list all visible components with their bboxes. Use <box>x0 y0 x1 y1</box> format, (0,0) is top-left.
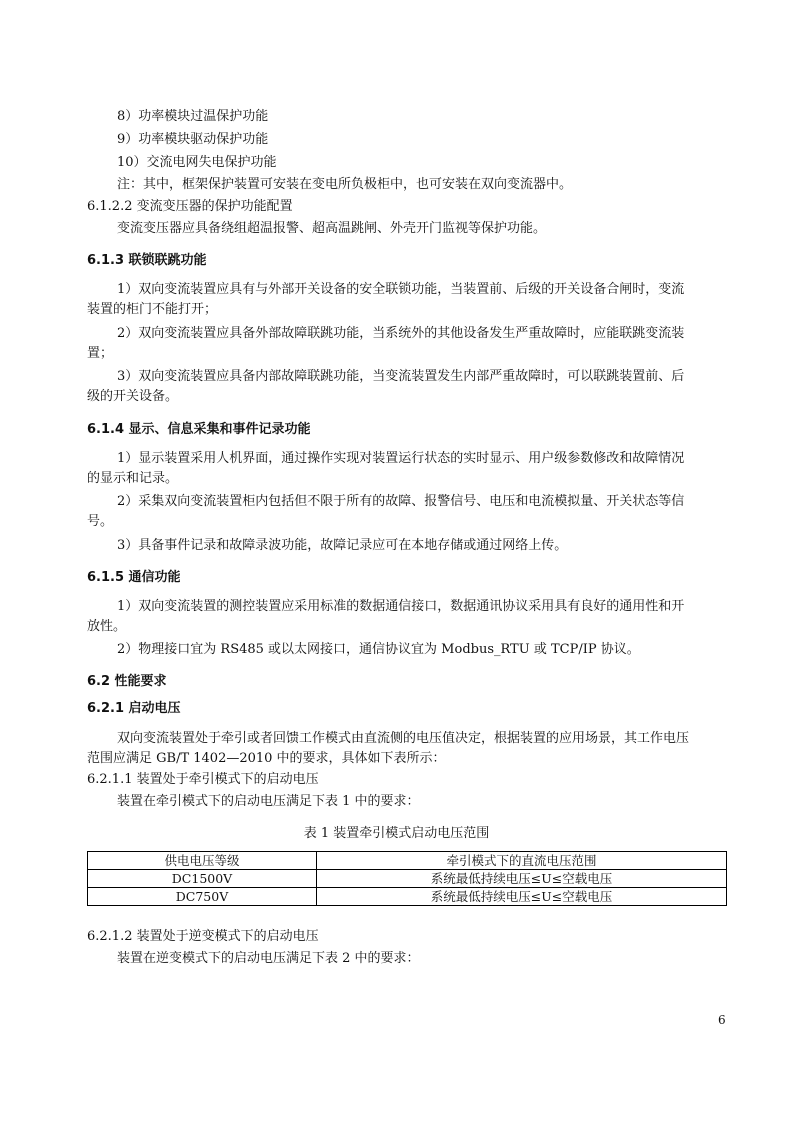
paragraph: 装置的柜门不能打开； <box>87 302 218 317</box>
paragraph: 装置在逆变模式下的启动电压满足下表 2 中的要求： <box>117 951 420 966</box>
paragraph: 置； <box>87 346 114 361</box>
section-heading-6-1-4: 6.1.4 显示、信息采集和事件记录功能 <box>87 422 311 437</box>
table-cell: 系统最低持续电压≤U≤空载电压 <box>317 888 727 906</box>
paragraph: 级的开关设备。 <box>87 389 179 404</box>
note: 注：其中，框架保护装置可安装在变电所负极柜中，也可安装在双向变流器中。 <box>117 177 573 192</box>
paragraph: 1）双向变流装置的测控装置应采用标准的数据通信接口，数据通讯协议采用具有良好的通用性和开 <box>117 599 685 614</box>
table-header-cell: 牵引模式下的直流电压范围 <box>317 852 727 870</box>
section-heading-6-1-5: 6.1.5 通信功能 <box>87 570 181 585</box>
paragraph: 3）双向变流装置应具备内部故障联跳功能，当变流装置发生内部严重故障时，可以联跳装置前、后 <box>117 369 685 384</box>
table-cell: DC750V <box>88 888 317 906</box>
section-heading-6-2-1-1: 6.2.1.1 装置处于牵引模式下的启动电压 <box>87 772 319 787</box>
table-row <box>88 888 727 906</box>
list-item: 10）交流电网失电保护功能 <box>117 155 277 170</box>
section-heading-6-2-1-2: 6.2.1.2 装置处于逆变模式下的启动电压 <box>87 929 319 944</box>
paragraph: 2）采集双向变流装置柜内包括但不限于所有的故障、报警信号、电压和电流模拟量、开关状态等信 <box>117 494 685 509</box>
table-header-cell: 供电电压等级 <box>88 852 317 870</box>
list-item: 9）功率模块驱动保护功能 <box>117 132 269 147</box>
paragraph: 变流变压器应具备绕组超温报警、超高温跳闸、外壳开门监视等保护功能。 <box>117 221 547 236</box>
paragraph: 2）双向变流装置应具备外部故障联跳功能，当系统外的其他设备发生严重故障时，应能联跳变流装 <box>117 326 685 341</box>
section-heading-6-2: 6.2 性能要求 <box>87 674 167 689</box>
paragraph: 范围应满足 GB/T 1402—2010 中的要求，具体如下表所示： <box>87 751 446 766</box>
paragraph: 装置在牵引模式下的启动电压满足下表 1 中的要求： <box>117 794 420 809</box>
paragraph: 的显示和记录。 <box>87 471 179 486</box>
table-cell: 系统最低持续电压≤U≤空载电压 <box>317 870 727 888</box>
paragraph: 1）显示装置采用人机界面，通过操作实现对装置运行状态的实时显示、用户级参数修改和故障情况 <box>117 451 685 466</box>
paragraph: 放性。 <box>87 619 127 634</box>
table-cell: DC1500V <box>88 870 317 888</box>
table-row <box>88 870 727 888</box>
paragraph: 号。 <box>87 514 114 529</box>
section-heading-6-1-3: 6.1.3 联锁联跳功能 <box>87 253 207 268</box>
paragraph: 1）双向变流装置应具有与外部开关设备的安全联锁功能，当装置前、后级的开关设备合闸时，变流 <box>117 282 685 297</box>
list-item: 8）功率模块过温保护功能 <box>117 109 269 124</box>
paragraph: 双向变流装置处于牵引或者回馈工作模式由直流侧的电压值决定，根据装置的应用场景，其工作电压 <box>117 731 690 746</box>
section-heading-6-2-1: 6.2.1 启动电压 <box>87 701 181 716</box>
section-heading-6-1-2-2: 6.1.2.2 变流变压器的保护功能配置 <box>87 199 293 214</box>
start-voltage-table <box>87 851 727 906</box>
page-number: 6 <box>718 1013 726 1027</box>
table-caption: 表 1 装置牵引模式启动电压范围 <box>303 826 490 841</box>
table-header-row <box>88 852 727 870</box>
paragraph: 2）物理接口宜为 RS485 或以太网接口，通信协议宜为 Modbus_RTU 或 TCP/IP 协议。 <box>117 642 640 657</box>
paragraph: 3）具备事件记录和故障录波功能，故障记录应可在本地存储或通过网络上传。 <box>117 538 568 553</box>
